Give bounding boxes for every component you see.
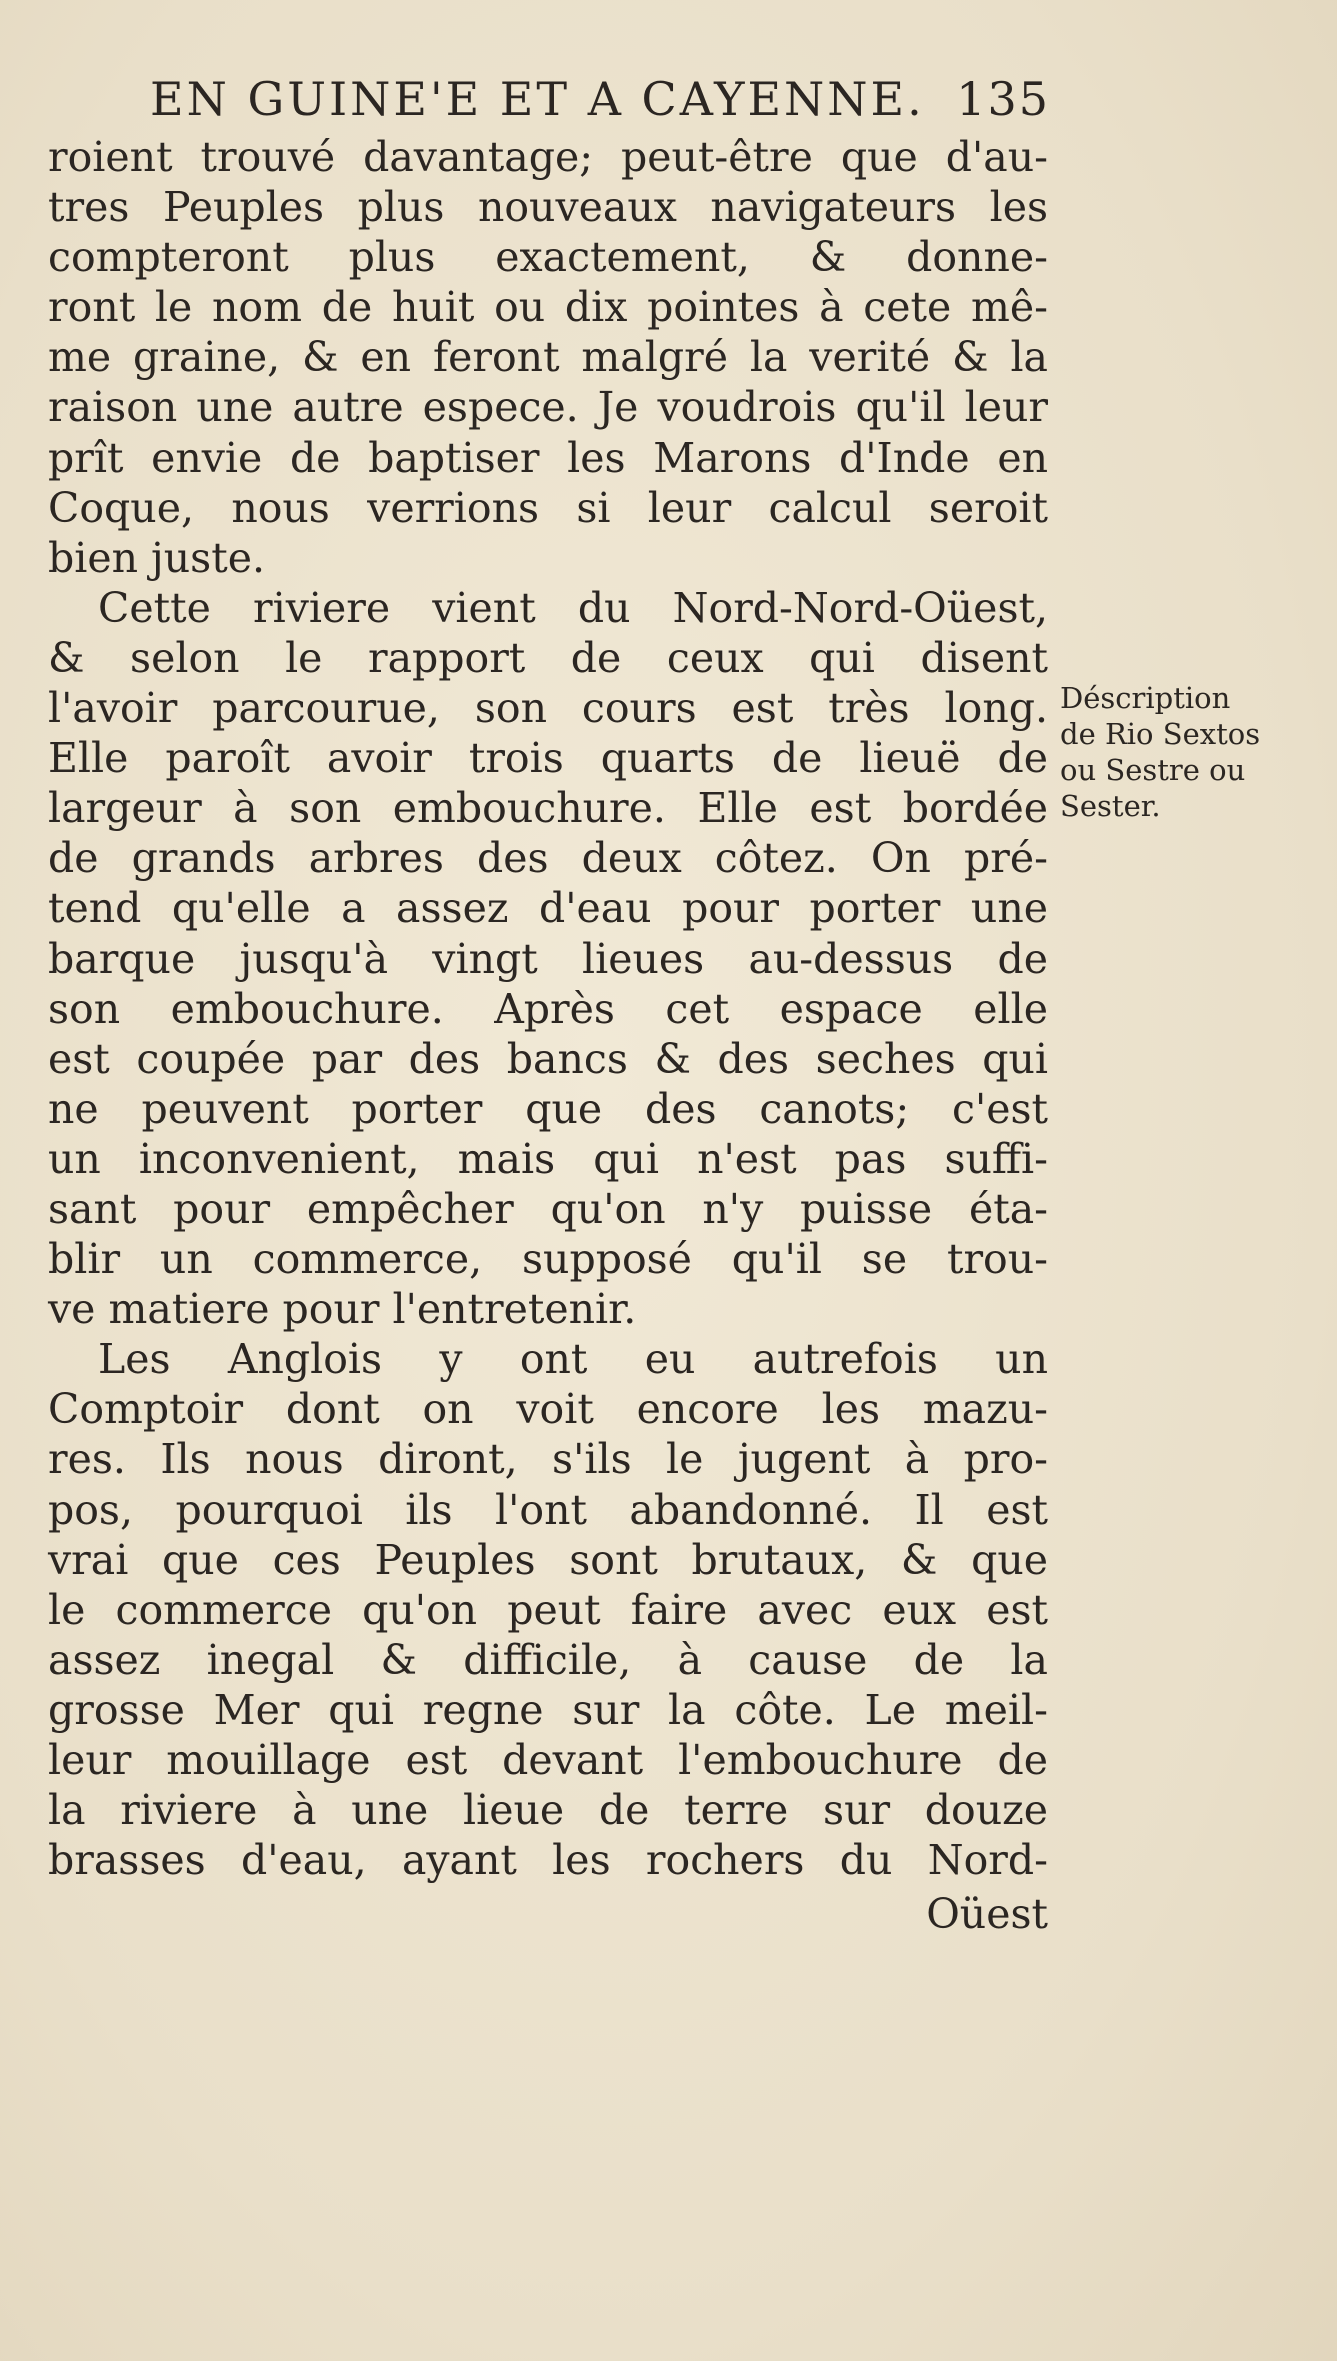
text-line: grosse Mer qui regne sur la côte. Le meil- [48, 1685, 1048, 1734]
text-line: brasses d'eau, ayant les rochers du Nord- [48, 1836, 1048, 1885]
text-line: sant pour empêcher qu'on n'y puisse éta- [48, 1184, 1048, 1233]
text-line: ne peuvent porter que des canots; c'est [48, 1084, 1048, 1133]
margin-note [1060, 680, 1310, 824]
text-line: un inconvenient, mais qui n'est pas suffi- [48, 1134, 1048, 1183]
catchword: Oüest [926, 1890, 1048, 1939]
text-line: leur mouillage est devant l'embouchure de [48, 1736, 1048, 1784]
text-line: son embouchure. Après cet espace elle [48, 984, 1048, 1033]
text-line: barque jusqu'à vingt lieues au-dessus de [48, 934, 1048, 983]
text-line: ve matiere pour l'entretenir. [48, 1285, 637, 1334]
text-line: bien juste. [48, 533, 265, 582]
text-line: Coque, nous verrions si leur calcul seroit [48, 483, 1048, 532]
text-line: Elle paroît avoir trois quarts de lieuë de [48, 734, 1048, 783]
text-line: la riviere à une lieue de terre sur douze [48, 1786, 1048, 1835]
text-line: blir un commerce, supposé qu'il se trou- [48, 1235, 1048, 1284]
page-header [150, 62, 1050, 142]
text-line: assez inegal & difficile, à cause de la [48, 1635, 1048, 1684]
text-line: me graine, & en feront malgré la verité & la [48, 333, 1048, 382]
margin-note-line: Déscription [1060, 681, 1231, 715]
text-line: pos, pourquoi ils l'ont abandonné. Il est [48, 1485, 1048, 1534]
text-line: l'avoir parcourue, son cours est très long. [48, 684, 1048, 733]
text-line: & selon le rapport de ceux qui disent [48, 633, 1048, 682]
page-number: 135 [956, 72, 1050, 126]
running-title: EN GUINE'E ET A CAYENNE. [150, 72, 925, 126]
text-line: roient trouvé davantage; peut-être que d'au- [48, 133, 1048, 181]
text-line: largeur à son embouchure. Elle est bordée [48, 784, 1048, 833]
text-line: compteront plus exactement, & donne- [48, 233, 1048, 282]
text-line: vrai que ces Peuples sont brutaux, & que [48, 1535, 1048, 1584]
margin-note-line: de Rio Sextos [1060, 717, 1261, 751]
text-line: Comptoir dont on voit encore les mazu- [48, 1385, 1048, 1434]
body-text [48, 132, 1048, 1939]
text-line: Cette riviere vient du Nord-Nord-Oüest, [98, 583, 1048, 632]
text-line: res. Ils nous diront, s'ils le jugent à pro- [48, 1435, 1048, 1484]
text-line: tres Peuples plus nouveaux navigateurs les [48, 183, 1048, 232]
text-line: ront le nom de huit ou dix pointes à cete mê- [48, 283, 1048, 332]
text-line: Les Anglois y ont eu autrefois un [98, 1335, 1048, 1384]
margin-note-line: Sester. [1060, 789, 1161, 823]
text-line: raison une autre espece. Je voudrois qu'il leur [48, 383, 1048, 432]
text-line: est coupée par des bancs & des seches qui [48, 1034, 1048, 1083]
text-line: prît envie de baptiser les Marons d'Inde en [48, 433, 1048, 482]
text-line: de grands arbres des deux côtez. On pré- [48, 834, 1048, 883]
text-line: le commerce qu'on peut faire avec eux est [48, 1585, 1048, 1634]
text-line: tend qu'elle a assez d'eau pour porter une [48, 884, 1048, 933]
margin-note-line: ou Sestre ou [1060, 753, 1246, 787]
